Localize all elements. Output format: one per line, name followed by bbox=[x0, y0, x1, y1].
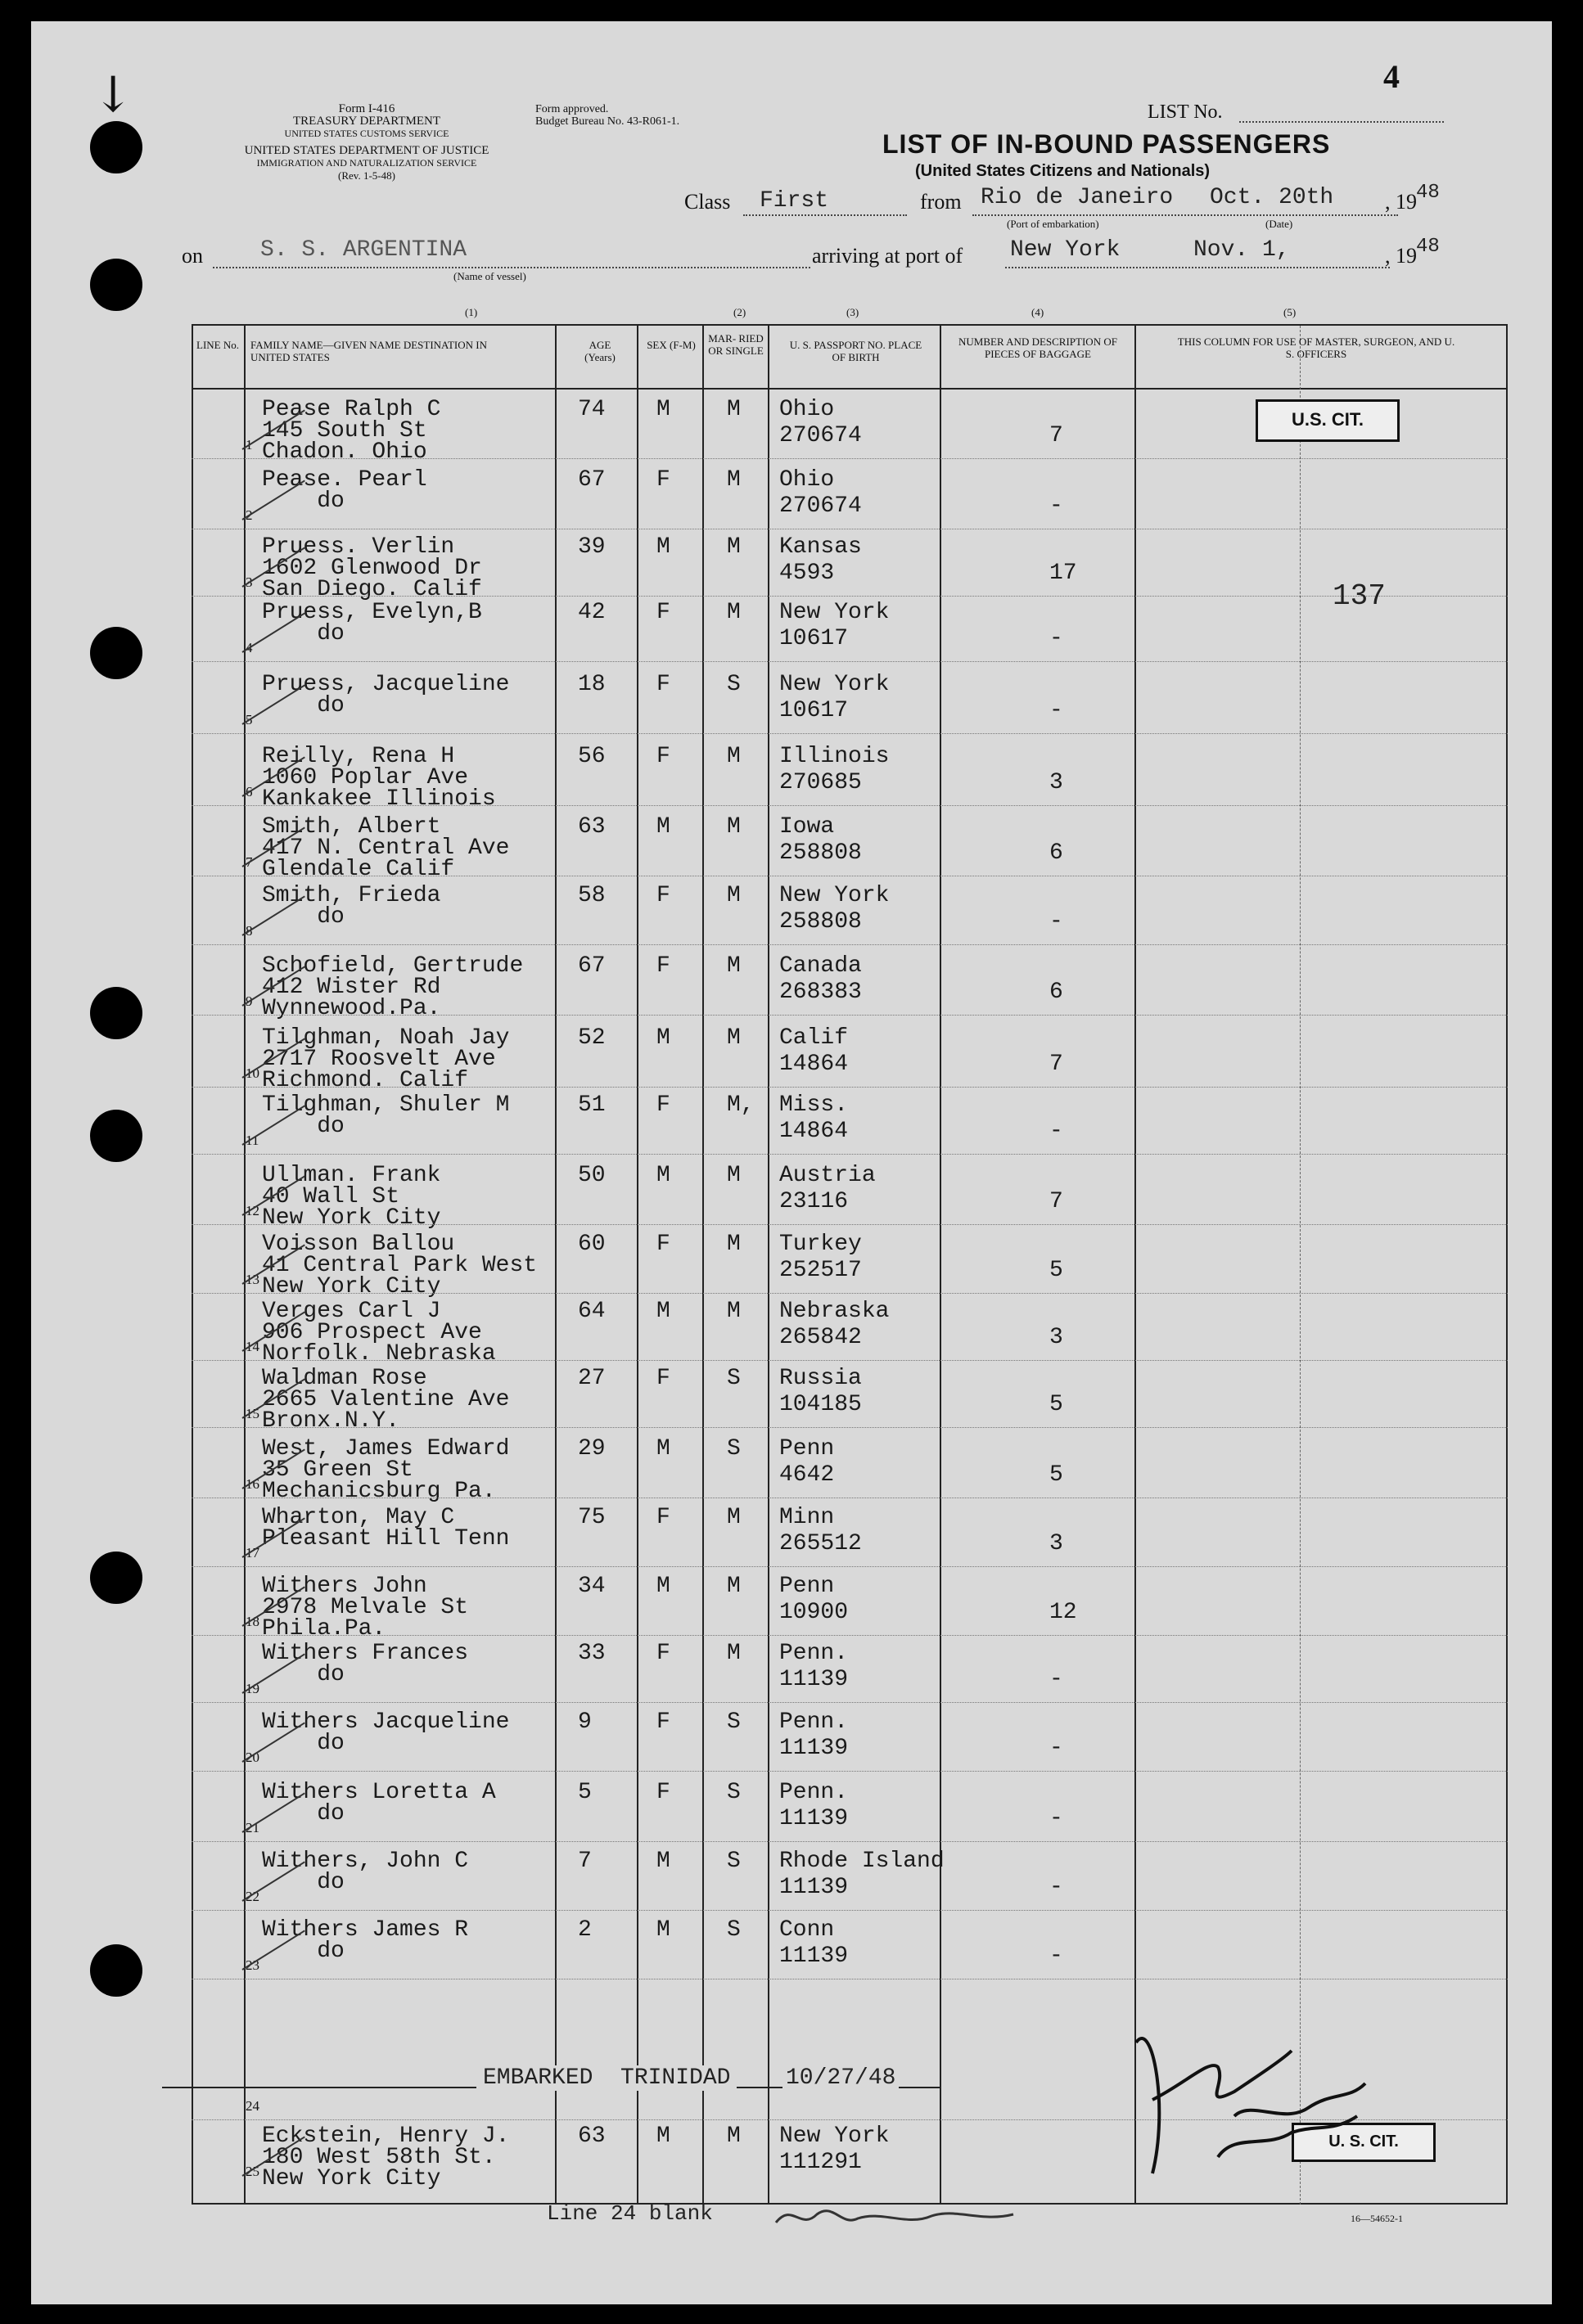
list-no-label: LIST No. bbox=[1148, 101, 1223, 123]
marital-status: S bbox=[727, 1436, 741, 1462]
passenger-name: Pease. Pearl do bbox=[262, 467, 427, 514]
passenger-name: Eckstein, Henry J. 180 West 58th St. New York City bbox=[262, 2124, 510, 2191]
line-number: 9 bbox=[246, 993, 253, 1009]
on-label: on bbox=[182, 244, 203, 268]
passenger-sex: F bbox=[656, 1092, 670, 1118]
passport-number: 4593 bbox=[779, 561, 835, 586]
baggage-count: 7 bbox=[1049, 1189, 1063, 1214]
immigration-service: IMMIGRATION AND NATURALIZATION SERVICE bbox=[256, 157, 477, 169]
marital-status: M bbox=[727, 1641, 741, 1666]
baggage-count: - bbox=[1049, 493, 1063, 519]
passenger-age: 64 bbox=[578, 1299, 606, 1324]
birthplace: Conn bbox=[779, 1917, 835, 1943]
birthplace: Ohio bbox=[779, 397, 835, 422]
passenger-sex: F bbox=[656, 744, 670, 769]
line-number: 5 bbox=[246, 712, 253, 727]
header-rule bbox=[192, 388, 1508, 390]
passenger-sex: F bbox=[656, 1780, 670, 1805]
marital-status: M bbox=[727, 2124, 741, 2149]
passenger-sex: M bbox=[656, 1574, 670, 1599]
birthplace: Turkey bbox=[779, 1232, 862, 1257]
baggage-count: 5 bbox=[1049, 1462, 1063, 1488]
passport-number: 10617 bbox=[779, 698, 849, 723]
header-sex: SEX (F-M) bbox=[647, 339, 696, 351]
passenger-age: 63 bbox=[578, 814, 606, 840]
header-baggage: NUMBER AND DESCRIPTION OF PIECES OF BAGGAGE bbox=[958, 336, 1117, 360]
line-number: 2 bbox=[246, 507, 253, 523]
passport-number: 10900 bbox=[779, 1600, 849, 1625]
col-number-5: (5) bbox=[1283, 306, 1297, 318]
marital-status: M bbox=[727, 1163, 741, 1188]
birthplace: New York bbox=[779, 2124, 890, 2149]
passenger-sex: F bbox=[656, 883, 670, 908]
line-number: 1 bbox=[246, 437, 253, 453]
row-rule bbox=[192, 1293, 1508, 1294]
col-divider bbox=[1134, 326, 1136, 2205]
customs-service: UNITED STATES CUSTOMS SERVICE bbox=[284, 128, 449, 139]
justice-dept: UNITED STATES DEPARTMENT OF JUSTICE bbox=[244, 144, 489, 157]
row-rule bbox=[192, 1154, 1508, 1155]
col-divider bbox=[1300, 326, 1301, 2205]
passenger-sex: M bbox=[656, 2124, 670, 2149]
marital-status: S bbox=[727, 1709, 741, 1735]
passenger-age: 58 bbox=[578, 883, 606, 908]
baggage-count: 3 bbox=[1049, 770, 1063, 795]
embarked-date: 10/27/48 bbox=[782, 2065, 899, 2091]
passport-number: 268383 bbox=[779, 980, 862, 1005]
passport-number: 4642 bbox=[779, 1462, 835, 1488]
marital-status: M bbox=[727, 1299, 741, 1324]
col-number-1: (1) bbox=[465, 306, 478, 318]
budget-bureau: Budget Bureau No. 43-R061-1. bbox=[535, 115, 680, 128]
passenger-name: Withers John 2978 Melvale St Phila.Pa. bbox=[262, 1574, 469, 1642]
birthplace: Minn bbox=[779, 1505, 835, 1530]
page-number: 4 bbox=[1383, 58, 1400, 95]
baggage-count: - bbox=[1049, 1943, 1063, 1969]
birthplace: New York bbox=[779, 600, 890, 625]
line-number: 17 bbox=[246, 1545, 259, 1561]
passenger-sex: M bbox=[656, 1025, 670, 1051]
approval-block bbox=[535, 103, 679, 128]
row-rule bbox=[192, 944, 1508, 945]
passenger-sex: F bbox=[656, 1505, 670, 1530]
passenger-sex: F bbox=[656, 467, 670, 493]
col-divider bbox=[702, 326, 704, 2205]
passenger-age: 42 bbox=[578, 600, 606, 625]
baggage-count: - bbox=[1049, 1806, 1063, 1831]
passport-number: 10617 bbox=[779, 626, 849, 651]
col-number-4: (4) bbox=[1031, 306, 1044, 318]
baggage-count: 3 bbox=[1049, 1325, 1063, 1350]
row-rule bbox=[192, 1635, 1508, 1636]
passenger-age: 56 bbox=[578, 744, 606, 769]
passenger-name: Smith, Frieda do bbox=[262, 883, 441, 930]
line-number: 25 bbox=[246, 2164, 259, 2179]
passenger-name: Tilghman, Shuler M do bbox=[262, 1092, 510, 1139]
line-number: 21 bbox=[246, 1820, 259, 1835]
row-rule bbox=[192, 458, 1508, 459]
col-number-3: (3) bbox=[846, 306, 859, 318]
baggage-count: 6 bbox=[1049, 980, 1063, 1005]
passport-number: 265842 bbox=[779, 1325, 862, 1350]
punch-hole bbox=[90, 627, 142, 679]
passport-number: 11139 bbox=[779, 1875, 849, 1900]
passenger-age: 39 bbox=[578, 534, 606, 560]
birthplace: New York bbox=[779, 672, 890, 697]
passport-number: 11139 bbox=[779, 1667, 849, 1692]
marital-status: M bbox=[727, 1025, 741, 1051]
arrival-line bbox=[1005, 267, 1390, 268]
marital-status: M bbox=[727, 534, 741, 560]
birthplace: Kansas bbox=[779, 534, 862, 560]
passport-number: 265512 bbox=[779, 1531, 862, 1556]
passenger-name: Wharton, May C Pleasant Hill Tenn bbox=[262, 1505, 510, 1552]
arrival-port: New York bbox=[1010, 237, 1121, 263]
row-rule bbox=[192, 596, 1508, 597]
birthplace: Russia bbox=[779, 1366, 862, 1391]
baggage-count: - bbox=[1049, 1119, 1063, 1144]
passenger-name: Withers Jacqueline do bbox=[262, 1709, 510, 1756]
passenger-name: West, James Edward 35 Green St Mechanicsburg Pa. bbox=[262, 1436, 510, 1504]
birthplace: Austria bbox=[779, 1163, 876, 1188]
passenger-sex: F bbox=[656, 1709, 670, 1735]
marital-status: M bbox=[727, 1505, 741, 1530]
passenger-age: 51 bbox=[578, 1092, 606, 1118]
punch-hole bbox=[90, 121, 142, 173]
passenger-age: 2 bbox=[578, 1917, 592, 1943]
officer-signature bbox=[1120, 2010, 1398, 2190]
passenger-sex: F bbox=[656, 953, 670, 979]
passport-number: 11139 bbox=[779, 1736, 849, 1761]
passenger-age: 67 bbox=[578, 953, 606, 979]
passenger-age: 63 bbox=[578, 2124, 606, 2149]
passenger-name: Pruess, Jacqueline do bbox=[262, 672, 510, 718]
baggage-count: 6 bbox=[1049, 840, 1063, 866]
passenger-sex: F bbox=[656, 1366, 670, 1391]
line-number: 23 bbox=[246, 1957, 259, 1973]
officer-number: 137 bbox=[1333, 579, 1386, 613]
passport-number: 258808 bbox=[779, 909, 862, 935]
passenger-age: 50 bbox=[578, 1163, 606, 1188]
baggage-count: - bbox=[1049, 698, 1063, 723]
col-divider bbox=[637, 326, 638, 2205]
marital-status: M bbox=[727, 953, 741, 979]
row-rule bbox=[192, 1224, 1508, 1225]
birthplace: Penn. bbox=[779, 1780, 849, 1805]
baggage-count: 5 bbox=[1049, 1392, 1063, 1417]
passport-number: 23116 bbox=[779, 1189, 849, 1214]
birthplace: New York bbox=[779, 883, 890, 908]
from-label: from bbox=[920, 190, 962, 214]
passenger-sex: M bbox=[656, 1436, 670, 1462]
col-divider bbox=[768, 326, 769, 2205]
birthplace: Penn. bbox=[779, 1641, 849, 1666]
passenger-sex: M bbox=[656, 1849, 670, 1874]
passenger-sex: F bbox=[656, 600, 670, 625]
baggage-count: 3 bbox=[1049, 1531, 1063, 1556]
row-rule bbox=[192, 661, 1508, 662]
birthplace: Calif bbox=[779, 1025, 849, 1051]
passenger-age: 7 bbox=[578, 1849, 592, 1874]
passenger-name: Withers James R do bbox=[262, 1917, 469, 1964]
passenger-name: Withers Loretta A do bbox=[262, 1780, 496, 1826]
passenger-age: 60 bbox=[578, 1232, 606, 1257]
passenger-age: 5 bbox=[578, 1780, 592, 1805]
birthplace: Penn bbox=[779, 1436, 835, 1462]
line-number: 4 bbox=[246, 640, 253, 655]
form-approved: Form approved. bbox=[535, 103, 609, 115]
baggage-count: - bbox=[1049, 909, 1063, 935]
row-rule bbox=[192, 1702, 1508, 1703]
vessel-value: S. S. ARGENTINA bbox=[260, 237, 467, 263]
form-subtitle: (United States Citizens and Nationals) bbox=[915, 162, 1211, 180]
birthplace: Ohio bbox=[779, 467, 835, 493]
marital-status: S bbox=[727, 1849, 741, 1874]
vessel-line bbox=[213, 267, 810, 268]
col-divider bbox=[940, 326, 941, 2205]
row-rule bbox=[192, 1841, 1508, 1842]
birthplace: Iowa bbox=[779, 814, 835, 840]
marital-status: M bbox=[727, 883, 741, 908]
baggage-count: 17 bbox=[1049, 561, 1077, 586]
passenger-age: 33 bbox=[578, 1641, 606, 1666]
baggage-count: 7 bbox=[1049, 423, 1063, 448]
arrival-year-prefix: , 19 bbox=[1385, 244, 1417, 268]
punch-hole bbox=[90, 987, 142, 1039]
passenger-sex: F bbox=[656, 672, 670, 697]
passenger-name: Schofield, Gertrude 412 Wister Rd Wynnewood.Pa. bbox=[262, 953, 524, 1021]
col-divider bbox=[244, 326, 246, 2205]
punch-hole bbox=[90, 1110, 142, 1162]
line-number: 22 bbox=[246, 1889, 259, 1904]
line-number: 12 bbox=[246, 1203, 259, 1218]
marital-status: S bbox=[727, 1780, 741, 1805]
birthplace: Illinois bbox=[779, 744, 890, 769]
marital-status: M bbox=[727, 744, 741, 769]
line-number: 13 bbox=[246, 1272, 259, 1287]
class-line bbox=[743, 214, 907, 216]
row-rule bbox=[192, 1360, 1508, 1361]
passport-number: 14864 bbox=[779, 1119, 849, 1144]
line-number: 15 bbox=[246, 1406, 259, 1421]
passenger-name: Verges Carl J 906 Prospect Ave Norfolk. Nebraska bbox=[262, 1299, 496, 1367]
passport-number: 104185 bbox=[779, 1392, 862, 1417]
marital-status: M bbox=[727, 600, 741, 625]
revision: (Rev. 1-5-48) bbox=[338, 169, 395, 182]
birthplace: Nebraska bbox=[779, 1299, 890, 1324]
header-age: AGE (Years) bbox=[584, 339, 616, 363]
passenger-sex: M bbox=[656, 534, 670, 560]
row-rule bbox=[192, 1566, 1508, 1567]
line-number: 14 bbox=[246, 1339, 259, 1354]
passenger-name: Withers Frances do bbox=[262, 1641, 469, 1687]
line-number: 10 bbox=[246, 1065, 259, 1081]
row-rule bbox=[192, 733, 1508, 734]
form-title: LIST OF IN-BOUND PASSENGERS bbox=[882, 129, 1331, 159]
form-number: Form I-416 bbox=[338, 102, 395, 115]
baggage-count: - bbox=[1049, 1736, 1063, 1761]
punch-hole bbox=[90, 1552, 142, 1604]
passport-number: 11139 bbox=[779, 1806, 849, 1831]
passenger-sex: F bbox=[656, 1641, 670, 1666]
punch-hole bbox=[90, 259, 142, 311]
passport-number: 111291 bbox=[779, 2150, 862, 2175]
header-passport: U. S. PASSPORT NO. PLACE OF BIRTH bbox=[789, 339, 922, 363]
baggage-count: - bbox=[1049, 1875, 1063, 1900]
passport-number: 270685 bbox=[779, 770, 862, 795]
class-label: Class bbox=[684, 190, 731, 214]
list-no-line bbox=[1239, 121, 1444, 123]
from-date: Oct. 20th bbox=[1210, 185, 1334, 210]
header-married: MAR- RIED OR SINGLE bbox=[708, 332, 764, 357]
punch-hole bbox=[90, 1944, 142, 1997]
passport-number: 11139 bbox=[779, 1943, 849, 1969]
passenger-sex: F bbox=[656, 1232, 670, 1257]
arrival-year-suffix: 48 bbox=[1416, 236, 1440, 258]
passport-number: 270674 bbox=[779, 493, 862, 519]
birthplace: Rhode Island bbox=[779, 1849, 945, 1874]
passport-number: 258808 bbox=[779, 840, 862, 866]
marital-status: M bbox=[727, 1574, 741, 1599]
margin-mark: ↓ bbox=[92, 66, 134, 124]
passenger-name: Withers, John C do bbox=[262, 1849, 469, 1895]
baggage-count: - bbox=[1049, 626, 1063, 651]
passport-number: 14864 bbox=[779, 1052, 849, 1077]
marital-status: S bbox=[727, 1366, 741, 1391]
marital-status: M bbox=[727, 467, 741, 493]
passenger-name: Pruess. Verlin 1602 Glenwood Dr San Diego. Calif bbox=[262, 534, 482, 602]
row-rule bbox=[192, 805, 1508, 806]
passenger-name: Pruess, Evelyn,B do bbox=[262, 600, 482, 646]
marital-status: M bbox=[727, 397, 741, 422]
passenger-age: 74 bbox=[578, 397, 606, 422]
passenger-age: 52 bbox=[578, 1025, 606, 1051]
treasury-dept: TREASURY DEPARTMENT bbox=[292, 115, 441, 128]
row-rule bbox=[192, 1910, 1508, 1911]
marital-status: S bbox=[727, 672, 741, 697]
us-citizen-stamp-bottom: U. S. CIT. bbox=[1292, 2123, 1436, 2162]
birthplace: Penn. bbox=[779, 1709, 849, 1735]
form-id-block bbox=[178, 103, 555, 182]
passenger-age: 34 bbox=[578, 1574, 606, 1599]
line-number: 19 bbox=[246, 1681, 259, 1696]
passenger-age: 75 bbox=[578, 1505, 606, 1530]
baggage-count: 7 bbox=[1049, 1052, 1063, 1077]
passenger-name: Smith, Albert 417 N. Central Ave Glendale Calif bbox=[262, 814, 510, 882]
col-divider bbox=[555, 326, 557, 2205]
date-caption: (Date) bbox=[1265, 218, 1293, 230]
line-number: 6 bbox=[246, 784, 253, 799]
header-officers: THIS COLUMN FOR USE OF MASTER, SURGEON, AND U. S. OFFICERS bbox=[1177, 336, 1455, 360]
birthplace: Canada bbox=[779, 953, 862, 979]
line-number: 18 bbox=[246, 1614, 259, 1629]
arriving-label: arriving at port of bbox=[812, 244, 963, 268]
marital-status: M, bbox=[727, 1092, 755, 1118]
passport-number: 270674 bbox=[779, 423, 862, 448]
line-number: 7 bbox=[246, 854, 253, 870]
passenger-age: 27 bbox=[578, 1366, 606, 1391]
passenger-name: Waldman Rose 2665 Valentine Ave Bronx.N.Y. bbox=[262, 1366, 510, 1434]
passenger-name: Reilly, Rena H 1060 Poplar Ave Kankakee Illinois bbox=[262, 744, 496, 812]
passenger-age: 67 bbox=[578, 467, 606, 493]
line-number: 24 bbox=[246, 2098, 259, 2114]
clerk-signature bbox=[768, 2198, 1030, 2239]
col-number-2: (2) bbox=[733, 306, 746, 318]
arrival-date: Nov. 1, bbox=[1193, 237, 1290, 263]
passenger-age: 18 bbox=[578, 672, 606, 697]
marital-status: M bbox=[727, 814, 741, 840]
passenger-sex: M bbox=[656, 1917, 670, 1943]
passenger-name: Tilghman, Noah Jay 2717 Roosvelt Ave Richmond. Calif bbox=[262, 1025, 510, 1093]
passenger-name: Pease Ralph C 145 South St Chadon. Ohio bbox=[262, 397, 441, 465]
passenger-sex: M bbox=[656, 397, 670, 422]
passenger-age: 9 bbox=[578, 1709, 592, 1735]
embarked-note: EMBARKED TRINIDAD bbox=[476, 2065, 737, 2091]
line-number: 20 bbox=[246, 1750, 259, 1765]
baggage-count: 12 bbox=[1049, 1600, 1077, 1625]
marital-status: S bbox=[727, 1917, 741, 1943]
passenger-sex: M bbox=[656, 1299, 670, 1324]
passenger-name: Ullman. Frank 40 Wall St New York City bbox=[262, 1163, 441, 1231]
birthplace: Penn bbox=[779, 1574, 835, 1599]
from-year-suffix: 48 bbox=[1416, 182, 1440, 204]
vessel-caption: (Name of vessel) bbox=[453, 270, 526, 282]
line-number: 3 bbox=[246, 574, 253, 590]
header-name: FAMILY NAME—GIVEN NAME DESTINATION IN UNITED STATES bbox=[250, 339, 488, 363]
row-rule bbox=[192, 1015, 1508, 1016]
from-port: Rio de Janeiro bbox=[981, 185, 1174, 210]
row-rule bbox=[192, 1427, 1508, 1428]
line-number: 16 bbox=[246, 1476, 259, 1492]
from-line bbox=[972, 214, 1398, 216]
line-number: 8 bbox=[246, 923, 253, 939]
passport-number: 252517 bbox=[779, 1258, 862, 1283]
line-number: 11 bbox=[246, 1133, 259, 1148]
baggage-count: 5 bbox=[1049, 1258, 1063, 1283]
manifest-page bbox=[31, 21, 1552, 2304]
us-citizen-stamp-top: U.S. CIT. bbox=[1256, 399, 1400, 442]
row-rule bbox=[192, 1771, 1508, 1772]
passenger-sex: M bbox=[656, 814, 670, 840]
class-value: First bbox=[760, 188, 829, 214]
baggage-count: - bbox=[1049, 1667, 1063, 1692]
port-caption: (Port of embarkation) bbox=[1007, 218, 1099, 230]
header-line-no: LINE No. bbox=[196, 339, 239, 351]
from-year-prefix: , 19 bbox=[1385, 190, 1417, 214]
passenger-sex: M bbox=[656, 1163, 670, 1188]
passenger-name: Voisson Ballou 41 Central Park West New York City bbox=[262, 1232, 538, 1299]
birthplace: Miss. bbox=[779, 1092, 849, 1118]
footer-code: 16—54652-1 bbox=[1351, 2213, 1403, 2224]
footer-note: Line 24 blank bbox=[547, 2201, 713, 2226]
passenger-age: 29 bbox=[578, 1436, 606, 1462]
row-rule bbox=[192, 1087, 1508, 1088]
marital-status: M bbox=[727, 1232, 741, 1257]
